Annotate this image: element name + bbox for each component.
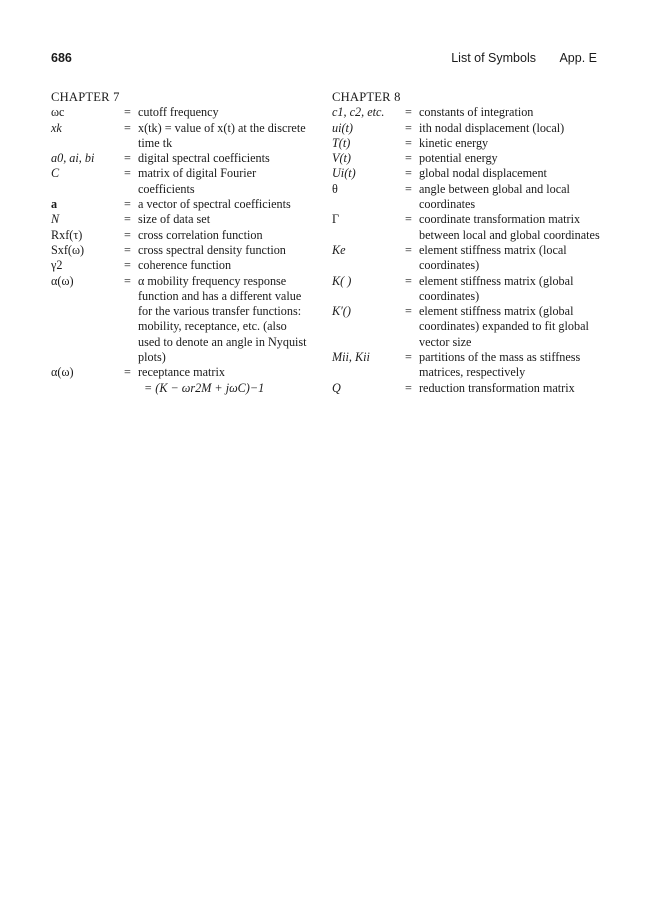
equals-sign: = — [405, 166, 412, 181]
symbol-entry — [51, 243, 311, 258]
symbol: Mii, Kii — [332, 350, 370, 365]
symbol-entry — [332, 212, 602, 243]
equals-sign: = — [405, 105, 412, 120]
chapter-8-symbol-list — [332, 105, 602, 396]
page-header — [51, 51, 597, 67]
symbol: c1, c2, etc. — [332, 105, 385, 120]
symbol: Q — [332, 380, 341, 395]
symbol-entry — [332, 121, 602, 136]
symbol: ui(t) — [332, 120, 353, 135]
appendix-label: App. E — [559, 51, 597, 65]
equals-sign: = — [405, 212, 412, 227]
symbol: Ui(t) — [332, 166, 356, 181]
equals-sign: = — [405, 380, 412, 395]
symbol-definition: constants of integration — [419, 105, 534, 120]
receptance-formula: = (K − ωr2M + jωC)−1 — [144, 380, 265, 395]
symbol-definition: element stiffness matrix (global coordinates) expanded to fit global vector size — [419, 304, 589, 349]
symbol-entry — [332, 243, 602, 274]
symbol-entry — [332, 381, 602, 396]
symbol-entry — [332, 166, 602, 181]
symbol-definition: a vector of spectral coefficients — [138, 197, 291, 212]
symbol: K( ) — [332, 273, 352, 288]
symbol-definition: ith nodal displacement (local) — [419, 120, 565, 135]
symbol-definition: kinetic energy — [419, 135, 489, 150]
symbol-definition: coherence function — [138, 258, 232, 273]
equals-sign: = — [124, 258, 131, 273]
equals-sign: = — [124, 120, 131, 135]
symbol-entry — [51, 258, 311, 273]
symbol: N — [51, 212, 60, 227]
symbol-entry — [332, 105, 602, 120]
symbol-entry — [51, 166, 311, 197]
equals-sign: = — [124, 105, 131, 120]
symbol-entry — [51, 274, 311, 366]
symbol-definition: receptance matrix — [138, 365, 225, 380]
symbol: Γ — [332, 212, 340, 227]
equals-sign: = — [124, 273, 131, 288]
chapter-7-column — [51, 90, 311, 396]
symbol: T(t) — [332, 135, 351, 150]
symbol: a0, ai, bi — [51, 151, 95, 166]
equals-sign: = — [124, 166, 131, 181]
equals-sign: = — [405, 273, 412, 288]
symbol: Rxf(τ) — [51, 227, 83, 242]
equals-sign: = — [405, 181, 412, 196]
equals-sign: = — [124, 151, 131, 166]
symbol-entry — [332, 304, 602, 350]
symbol-entry — [51, 228, 311, 243]
symbol: α(ω) — [51, 365, 74, 380]
equals-sign: = — [124, 197, 131, 212]
symbol-definition: global nodal displacement — [419, 166, 547, 181]
equals-sign: = — [124, 212, 131, 227]
equals-sign: = — [405, 350, 412, 365]
symbol: xk — [51, 120, 62, 135]
equals-sign: = — [405, 135, 412, 150]
symbol-definition: cutoff frequency — [138, 105, 219, 120]
equals-sign: = — [124, 227, 131, 242]
symbol-entry — [332, 182, 602, 213]
symbol: Ke — [332, 242, 346, 257]
chapter-8-heading: CHAPTER 8 — [332, 90, 401, 104]
running-title: List of Symbols — [451, 51, 536, 65]
symbol-entry — [51, 121, 311, 152]
symbol-definition: reduction transformation matrix — [419, 380, 575, 395]
equals-sign: = — [124, 365, 131, 380]
symbol-definition: matrix of digital Fourier coefficients — [138, 166, 257, 196]
symbol-entry — [332, 136, 602, 151]
equals-sign: = — [405, 242, 412, 257]
symbol-definition: partitions of the mass as stiffness matrices, respectively — [419, 350, 581, 380]
symbol-entry — [51, 197, 311, 212]
chapter-7-symbol-list — [51, 105, 311, 380]
symbol-entry — [51, 365, 311, 380]
page-number: 686 — [51, 51, 72, 65]
symbol: K′() — [332, 304, 351, 319]
symbol-definition: digital spectral coefficients — [138, 151, 270, 166]
symbol: Sxf(ω) — [51, 242, 85, 257]
symbol-definition: coordinate transformation matrix between local and global coordinates — [419, 212, 600, 242]
symbol: α(ω) — [51, 273, 74, 288]
symbol-definition: cross spectral density function — [138, 242, 286, 257]
symbol-definition: element stiffness matrix (global coordinates) — [419, 273, 574, 303]
symbol-definition: x(tk) = value of x(t) at the discrete time tk — [138, 120, 306, 150]
symbol-entry — [332, 274, 602, 305]
equals-sign: = — [405, 151, 412, 166]
symbol-definition: α mobility frequency response function and has a different value for the various transfer functions: mobility, receptance, etc. (also used to denote an angle in Nyquist plots) — [138, 273, 307, 365]
equals-sign: = — [405, 120, 412, 135]
symbol-entry — [51, 151, 311, 166]
symbol-entry — [332, 151, 602, 166]
symbol-definition: potential energy — [419, 151, 498, 166]
symbol-definition: angle between global and local coordinates — [419, 181, 570, 212]
symbol: V(t) — [332, 151, 351, 166]
symbol-entry — [51, 105, 311, 120]
symbol-entry — [51, 212, 311, 227]
symbol-entry — [332, 350, 602, 381]
symbol: C — [51, 166, 60, 181]
symbol: ωc — [51, 105, 65, 120]
symbol: θ — [332, 181, 338, 196]
symbol: γ2 — [51, 258, 63, 273]
symbol-definition: element stiffness matrix (local coordinates) — [419, 242, 567, 273]
symbol: a — [51, 197, 58, 212]
equals-sign: = — [405, 304, 412, 319]
chapter-8-column — [332, 90, 602, 396]
equals-sign: = — [124, 242, 131, 257]
symbol-definition: size of data set — [138, 212, 211, 227]
symbol-definition: cross correlation function — [138, 227, 263, 242]
chapter-7-heading: CHAPTER 7 — [51, 90, 120, 104]
